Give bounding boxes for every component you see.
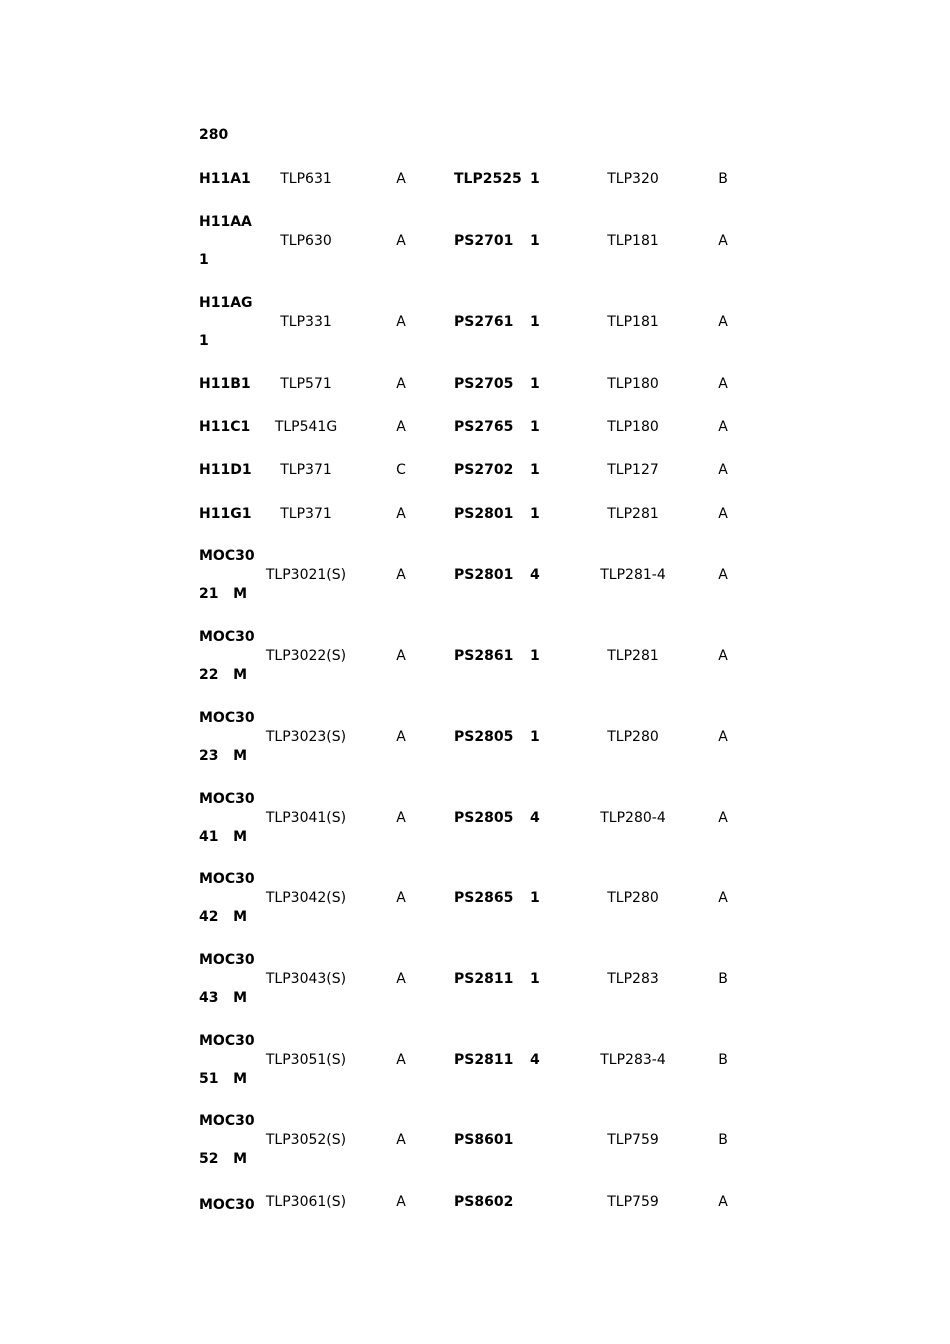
source-part-line-2: 52 M — [199, 1151, 248, 1167]
source-part-line-1: MOC30 — [199, 871, 255, 887]
part-number: TLP3051(S) — [265, 1052, 347, 1068]
grade: A — [396, 1052, 406, 1068]
source-part-line-1: MOC30 — [199, 548, 255, 564]
alt-channels: 1 — [530, 729, 540, 745]
part-number: TLP630 — [280, 233, 332, 249]
part-number: TLP541G — [274, 419, 338, 435]
alt-grade: B — [718, 1052, 728, 1068]
source-part-line-1: H11A1 — [199, 171, 251, 187]
alt-channels: 4 — [530, 1052, 540, 1068]
alt-equivalent: TLP181 — [607, 233, 659, 249]
alt-part: PS2865 — [454, 890, 514, 906]
part-number: TLP3042(S) — [265, 890, 347, 906]
source-part-line-1: MOC30 — [199, 1113, 255, 1129]
table-row — [0, 1033, 950, 1087]
grade: C — [396, 462, 406, 478]
source-part-line-2: 22 M — [199, 667, 248, 683]
part-number: TLP3043(S) — [265, 971, 347, 987]
table-row — [0, 375, 950, 393]
grade: A — [396, 1132, 406, 1148]
alt-equivalent: TLP280-4 — [600, 810, 666, 826]
alt-grade: B — [718, 171, 728, 187]
part-number: TLP3022(S) — [265, 648, 347, 664]
source-part-line-2: 1 — [199, 252, 209, 268]
grade: A — [396, 648, 406, 664]
table-row — [0, 1113, 950, 1167]
part-number: TLP631 — [280, 171, 332, 187]
source-part-line-2: 51 M — [199, 1071, 248, 1087]
source-part-line-1: MOC30 — [199, 1197, 255, 1213]
alt-channels: 1 — [530, 419, 540, 435]
alt-channels: 1 — [530, 376, 540, 392]
table-row — [0, 170, 950, 188]
alt-grade: A — [718, 567, 728, 583]
part-number: TLP371 — [280, 462, 332, 478]
source-part-line-1: MOC30 — [199, 710, 255, 726]
table-row — [0, 710, 950, 764]
alt-equivalent: TLP280 — [607, 729, 659, 745]
source-part-line-1: MOC30 — [199, 629, 255, 645]
alt-grade: A — [718, 233, 728, 249]
alt-equivalent: TLP280 — [607, 890, 659, 906]
source-part-line-2: 43 M — [199, 990, 248, 1006]
alt-part: PS2705 — [454, 376, 514, 392]
alt-part: PS8601 — [454, 1132, 514, 1148]
table-row — [0, 1193, 950, 1211]
alt-grade: B — [718, 1132, 728, 1148]
alt-equivalent: TLP127 — [607, 462, 659, 478]
source-part-line-1: MOC30 — [199, 791, 255, 807]
alt-equivalent: TLP283 — [607, 971, 659, 987]
alt-part: PS2801 — [454, 567, 514, 583]
alt-part: PS2765 — [454, 419, 514, 435]
source-part-line-1: H11AA — [199, 214, 252, 230]
alt-grade: A — [718, 1194, 728, 1210]
source-part-line-1: H11D1 — [199, 462, 252, 478]
alt-grade: A — [718, 506, 728, 522]
part-number: TLP571 — [280, 376, 332, 392]
alt-equivalent: TLP281-4 — [600, 567, 666, 583]
alt-equivalent: TLP281 — [607, 506, 659, 522]
grade: A — [396, 810, 406, 826]
table-row — [0, 629, 950, 683]
alt-channels: 1 — [530, 506, 540, 522]
alt-part: PS8602 — [454, 1194, 514, 1210]
part-number: TLP3052(S) — [265, 1132, 347, 1148]
alt-part: PS2811 — [454, 971, 514, 987]
alt-part: PS2805 — [454, 729, 514, 745]
alt-equivalent: TLP320 — [607, 171, 659, 187]
source-part-line-2: 23 M — [199, 748, 248, 764]
source-part-line-1: MOC30 — [199, 952, 255, 968]
table-row — [0, 295, 950, 349]
alt-channels: 1 — [530, 171, 540, 187]
alt-grade: A — [718, 462, 728, 478]
source-part-line-2: 41 M — [199, 829, 248, 845]
grade: A — [396, 1194, 406, 1210]
alt-channels: 1 — [530, 462, 540, 478]
table-row — [0, 214, 950, 268]
source-part-line-2: 1 — [199, 333, 209, 349]
alt-part: PS2805 — [454, 810, 514, 826]
alt-equivalent: TLP180 — [607, 419, 659, 435]
alt-equivalent: TLP759 — [607, 1194, 659, 1210]
part-number: TLP331 — [280, 314, 332, 330]
alt-channels: 1 — [530, 314, 540, 330]
alt-part: PS2701 — [454, 233, 514, 249]
grade: A — [396, 971, 406, 987]
alt-grade: A — [718, 376, 728, 392]
table-row — [0, 871, 950, 925]
grade: A — [396, 233, 406, 249]
source-part-line-1: H11G1 — [199, 506, 252, 522]
alt-channels: 4 — [530, 810, 540, 826]
grade: A — [396, 567, 406, 583]
alt-grade: A — [718, 729, 728, 745]
alt-channels: 4 — [530, 567, 540, 583]
table-row — [0, 461, 950, 479]
part-number: TLP371 — [280, 506, 332, 522]
alt-part: PS2811 — [454, 1052, 514, 1068]
table-row — [0, 791, 950, 845]
source-part-line-1: MOC30 — [199, 1033, 255, 1049]
table-row — [0, 505, 950, 523]
grade: A — [396, 506, 406, 522]
alt-equivalent: TLP180 — [607, 376, 659, 392]
source-part-line-2: 21 M — [199, 586, 248, 602]
table-row — [0, 548, 950, 602]
alt-grade: A — [718, 890, 728, 906]
alt-part: PS2702 — [454, 462, 514, 478]
alt-part: TLP2525 — [454, 171, 522, 187]
alt-part: PS2861 — [454, 648, 514, 664]
part-number: TLP3041(S) — [265, 810, 347, 826]
alt-grade: B — [718, 971, 728, 987]
page-heading: 280 — [199, 127, 229, 143]
grade: A — [396, 376, 406, 392]
part-number: TLP3023(S) — [265, 729, 347, 745]
alt-grade: A — [718, 419, 728, 435]
alt-channels: 1 — [530, 890, 540, 906]
alt-grade: A — [718, 648, 728, 664]
alt-equivalent: TLP181 — [607, 314, 659, 330]
alt-channels: 1 — [530, 971, 540, 987]
table-row — [0, 418, 950, 436]
table-row — [0, 952, 950, 1006]
alt-channels: 1 — [530, 648, 540, 664]
source-part-line-2: 42 M — [199, 909, 248, 925]
alt-grade: A — [718, 810, 728, 826]
source-part-line-1: H11B1 — [199, 376, 251, 392]
grade: A — [396, 171, 406, 187]
alt-channels: 1 — [530, 233, 540, 249]
source-part-line-1: H11AG — [199, 295, 253, 311]
alt-part: PS2761 — [454, 314, 514, 330]
part-number: TLP3021(S) — [265, 567, 347, 583]
source-part-line-1: H11C1 — [199, 419, 251, 435]
alt-equivalent: TLP283-4 — [600, 1052, 666, 1068]
alt-grade: A — [718, 314, 728, 330]
alt-part: PS2801 — [454, 506, 514, 522]
grade: A — [396, 314, 406, 330]
alt-equivalent: TLP281 — [607, 648, 659, 664]
grade: A — [396, 419, 406, 435]
alt-equivalent: TLP759 — [607, 1132, 659, 1148]
grade: A — [396, 890, 406, 906]
part-number: TLP3061(S) — [265, 1194, 347, 1210]
grade: A — [396, 729, 406, 745]
